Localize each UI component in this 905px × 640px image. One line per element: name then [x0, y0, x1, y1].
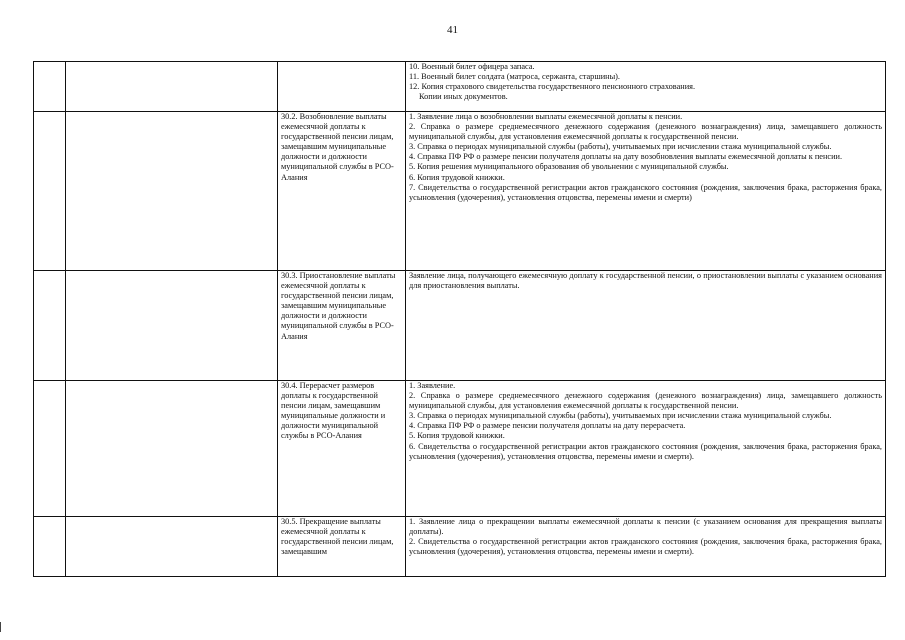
- document-item: Заявление лица, получающего ежемесячную доплату к государственной пенсии, о приостановлении выплаты с указанием основания для приостановления выплаты.: [409, 271, 882, 291]
- documents-cell: [406, 271, 886, 381]
- services-documents-table: [33, 61, 886, 577]
- document-item: 7. Свидетельства о государственной регистрации актов гражданского состояния (рождения, заключения брака, расторжения брака, усыновления (удочерения), установления отцовства, перемены имени и смерти): [409, 182, 882, 202]
- document-item: 1. Заявление лица о прекращении выплаты ежемесячной доплаты к пенсии (с указанием основания для прекращения выплаты доплаты).: [409, 517, 882, 537]
- table-row: [34, 271, 886, 381]
- number-cell: [34, 381, 66, 517]
- document-item: 2. Справка о размере среднемесячного денежного содержания (денежного вознаграждения) лица, замещавшего должность муниципальной службы, для установления ежемесячной доплаты к государственной пенсии.: [409, 391, 882, 411]
- document-item: 5. Копия трудовой книжки.: [409, 431, 505, 441]
- document-item: 5. Копия решения муниципального образования об увольнении с муниципальной службы.: [409, 162, 729, 172]
- table-row: [34, 62, 886, 112]
- document-item: 4. Справка ПФ РФ о размере пенсии получателя доплаты на дату возобновления выплаты ежемесячной доплаты к пенсии.: [409, 152, 843, 162]
- documents-cell: [406, 112, 886, 271]
- document-item: Копии иных документов.: [419, 92, 508, 102]
- scan-edge-mark: [0, 622, 1, 632]
- document-item: 2. Свидетельства о государственной регистрации актов гражданского состояния (рождения, заключения брака, расторжения брака, усыновления (удочерения), установления отцовства, перемены имени и смерти).: [409, 537, 882, 557]
- document-item: 1. Заявление лица о возобновлении выплаты ежемесячной доплаты к пенсии.: [409, 112, 683, 121]
- service-cell: [278, 62, 406, 112]
- service-cell: 30.4. Перерасчет размеров доплаты к государственной пенсии лицам, замещавшим муниципальные должности и должности муниципальной службы в РСО-Алания: [278, 381, 406, 517]
- document-item: 1. Заявление.: [409, 381, 456, 390]
- name-cell: [66, 271, 278, 381]
- documents-cell: [406, 62, 886, 112]
- document-item: 10. Военный билет офицера запаса.: [409, 62, 535, 71]
- service-cell: 30.3. Приостановление выплаты ежемесячной доплаты к государственной пенсии лицам, замещавшим муниципальные должности и должности муниципальной службы в РСО-Алания: [278, 271, 406, 381]
- name-cell: [66, 517, 278, 577]
- table-row: [34, 112, 886, 271]
- document-item: 2. Справка о размере среднемесячного денежного содержания (денежного вознаграждения) лица, замещавшего должность муниципальной службы, для установления ежемесячной доплаты к государственной пенсии.: [409, 122, 882, 142]
- number-cell: [34, 271, 66, 381]
- number-cell: [34, 62, 66, 112]
- document-item: 12. Копия страхового свидетельства государственного пенсионного страхования.: [409, 82, 696, 92]
- page-number: 41: [447, 24, 458, 36]
- name-cell: [66, 381, 278, 517]
- service-cell: 30.5. Прекращение выплаты ежемесячной доплаты к государственной пенсии лицам, замещавшим: [278, 517, 406, 577]
- service-cell: 30.2. Возобновление выплаты ежемесячной доплаты к государственной пенсии лицам, замещавшим муниципальные должности и должности муниципальной службы в РСО-Алания: [278, 112, 406, 271]
- number-cell: [34, 112, 66, 271]
- name-cell: [66, 62, 278, 112]
- name-cell: [66, 112, 278, 271]
- document-item: 3. Справка о периодах муниципальной службы (работы), учитываемых при исчислении стажа муниципальной службы.: [409, 142, 832, 152]
- documents-cell: [406, 517, 886, 577]
- document-item: 6. Копия трудовой книжки.: [409, 172, 505, 182]
- documents-cell: [406, 381, 886, 517]
- document-item: 3. Справка о периодах муниципальной службы (работы), учитываемых при исчислении стажа муниципальной службы.: [409, 411, 832, 421]
- document-item: 4. Справка ПФ РФ о размере пенсии получателя доплаты на дату перерасчета.: [409, 421, 686, 431]
- number-cell: [34, 517, 66, 577]
- document-item: 11. Военный билет солдата (матроса, сержанта, старшины).: [409, 72, 621, 82]
- table-row: [34, 381, 886, 517]
- table-row: [34, 517, 886, 577]
- document-item: 6. Свидетельства о государственной регистрации актов гражданского состояния (рождения, заключения брака, расторжения брака, усыновления (удочерения), установления отцовства, перемены имени и смерти).: [409, 441, 882, 461]
